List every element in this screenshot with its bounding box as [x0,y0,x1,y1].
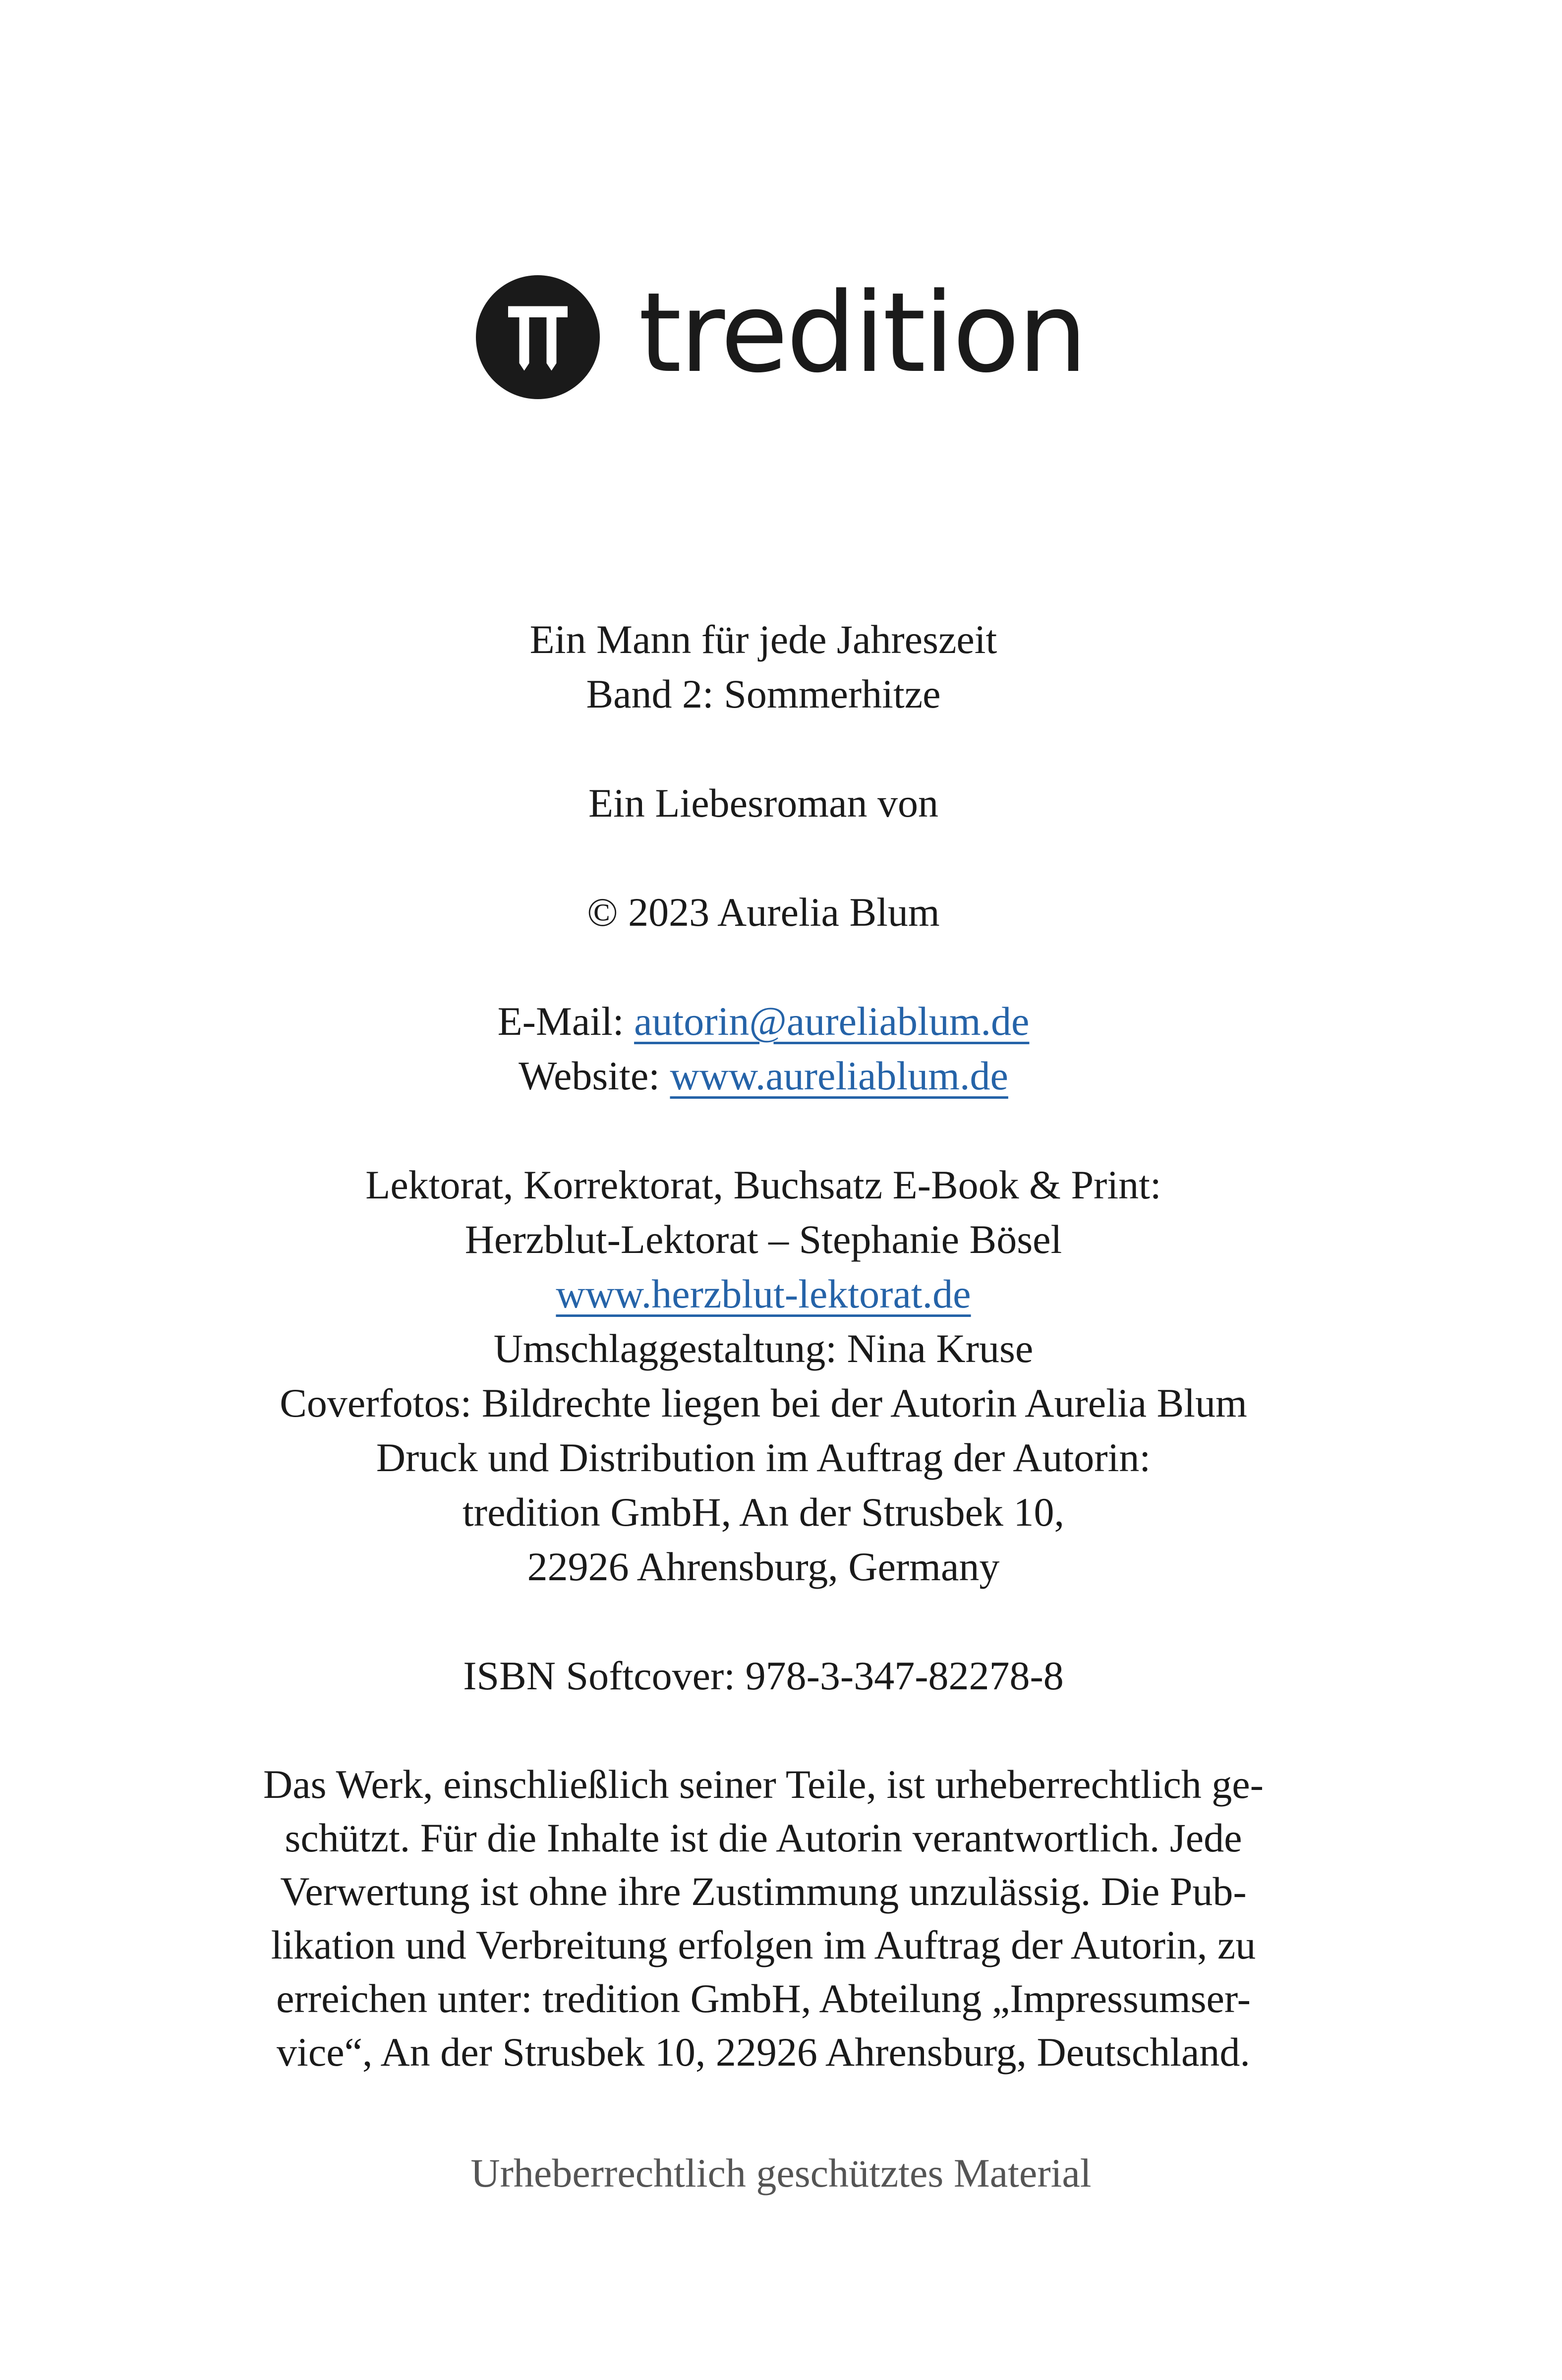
book-volume: Band 2: Sommerhitze [586,671,941,716]
website-line [198,1049,1329,1103]
email-label: E-Mail: [497,999,635,1044]
cover-photos-credit: Coverfotos: Bildrechte liegen bei der Autorin Aurelia Blum [280,1380,1247,1426]
website-label: Website: [519,1053,670,1098]
legal-line: Das Werk, einschließlich seiner Teile, ist urheberrechtlich ge- [263,1762,1264,1807]
editor-url-line [198,1267,1329,1321]
book-subtitle: Ein Liebesroman von [588,780,938,826]
legal-line: schützt. Für die Inhalte ist die Autorin verantwortlich. Jede [285,1815,1242,1860]
legal-line: erreichen unter: tredition GmbH, Abteilung „Impressumser- [276,1976,1251,2021]
tredition-logo [476,269,1086,399]
copyright-footer: Urheberrechtlich geschütztes Material [470,2150,1092,2196]
website-link[interactable]: www.aureliablum.de [670,1053,1008,1098]
tredition-logo-icon [476,275,600,399]
imprint-block [198,612,1329,1703]
editor-name: Herzblut-Lektorat – Stephanie Bösel [464,1217,1062,1262]
isbn-line: ISBN Softcover: 978-3-347-82278-8 [463,1653,1064,1698]
editing-credit: Lektorat, Korrektorat, Buchsatz E-Book & Print: [365,1162,1161,1207]
legal-notice [193,1758,1333,2079]
legal-line: vice“, An der Strusbek 10, 22926 Ahrensburg, Deutschland. [277,2029,1250,2075]
distribution-credit: Druck und Distribution im Auftrag der Autorin: [376,1435,1151,1480]
copyright-line: © 2023 Aurelia Blum [587,890,940,935]
legal-line: likation und Verbreitung erfolgen im Auftrag der Autorin, zu [271,1922,1256,1967]
publisher-address-1: tredition GmbH, An der Strusbek 10, [463,1489,1064,1535]
email-line [198,994,1329,1049]
book-title: Ein Mann für jede Jahreszeit [529,617,997,662]
publisher-address-2: 22926 Ahrensburg, Germany [527,1544,1000,1589]
email-link[interactable]: autorin@aureliablum.de [634,999,1030,1044]
tredition-wordmark: tredition [638,269,1086,397]
cover-design-credit: Umschlaggestaltung: Nina Kruse [493,1326,1034,1371]
editor-link[interactable]: www.herzblut-lektorat.de [556,1271,971,1316]
legal-line: Verwertung ist ohne ihre Zustimmung unzulässig. Die Pub- [280,1869,1247,1914]
